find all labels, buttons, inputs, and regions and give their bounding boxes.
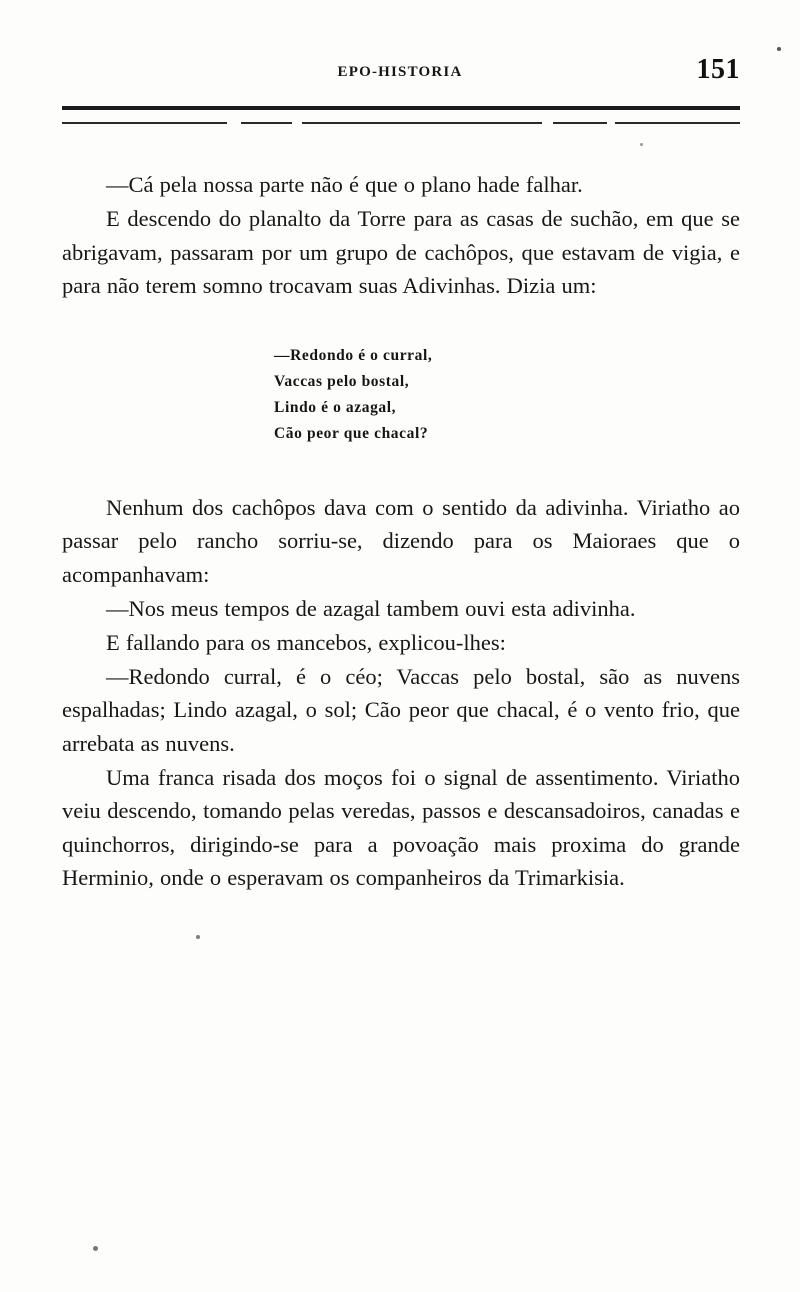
divider-break [292,120,302,126]
paragraph: Nenhum dos cachôpos dava com o sentido da adivinha. Viriatho ao passar pelo rancho sorriu-se, dizendo para os Maioraes que o acompanhavam: [62,494,740,587]
page-body [62,168,740,895]
page-number: 151 [696,54,740,85]
running-head-title: EPO-HISTORIA [337,64,463,80]
page-header [60,54,740,92]
verse-line: —Redondo é o curral, [274,346,433,364]
scan-artifact [640,143,643,146]
divider-break [607,120,615,126]
scan-artifact [777,47,781,51]
divider-break [542,120,553,126]
verse-line: Cão peor que chacal? [274,424,429,442]
paragraph: Uma franca risada dos moços foi o signal de assentimento. Viriatho veiu descendo, tomando pelas veredas, passos e descansadoiros, canadas e quinchorros, dirigindo-se para a povoação mais proxima do grande Herminio, onde o esperavam os companheiros da Trimarkisia. [62,764,740,890]
paragraph: —Nos meus tempos de azagal tambem ouvi esta adivinha. [106,595,636,621]
scan-artifact [93,1246,98,1251]
verse-line: Vaccas pelo bostal, [274,372,410,390]
paragraph: E descendo do planalto da Torre para as casas de suchão, em que se abrigavam, passaram por um grupo de cachôpos, que estavam de vigia, e para não terem somno trocavam suas Adivinhas. Dizia um: [62,206,740,298]
paragraph: —Redondo curral, é o céo; Vaccas pelo bostal, são as nuvens espalhadas; Lindo azagal, o sol; Cão peor que chacal, é o vento frio, que arrebata as nuvens. [62,663,740,756]
verse-line: Lindo é o azagal, [274,398,397,416]
paragraph: —Cá pela nossa parte não é que o plano hade falhar. [106,172,583,197]
header-divider [62,106,740,132]
divider-break [227,120,241,126]
divider-thick-line [62,106,740,110]
scan-artifact [196,935,200,939]
verse-block [62,343,740,447]
paragraph: E fallando para os mancebos, explicou-lhes: [106,629,506,655]
divider-thin-line [62,122,740,124]
